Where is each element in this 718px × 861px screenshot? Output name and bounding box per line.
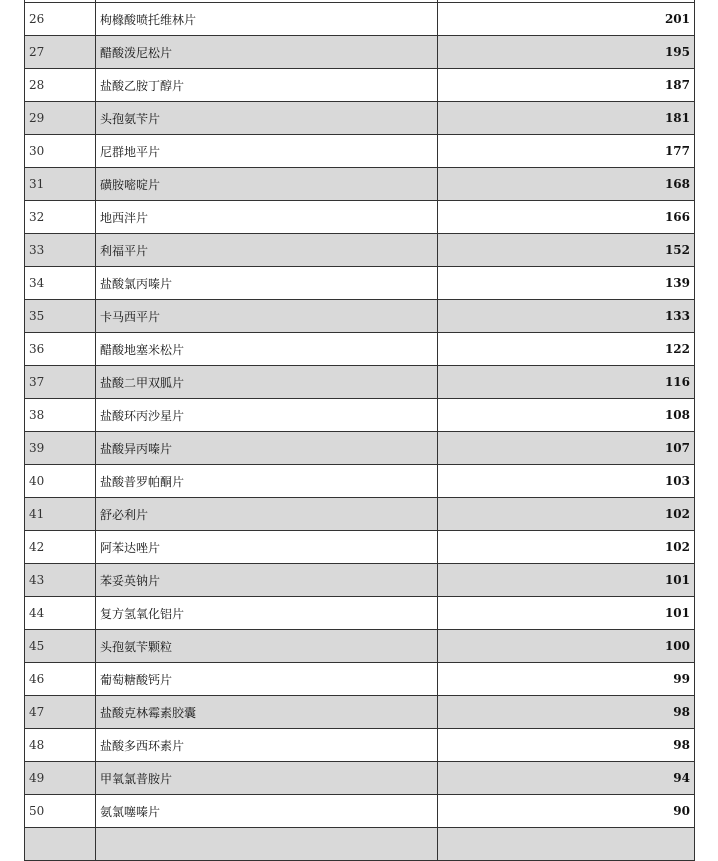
count-cell xyxy=(438,828,695,861)
table-row xyxy=(25,762,695,795)
table-body xyxy=(25,0,695,861)
drug-ranking-table-container xyxy=(24,0,694,861)
table-row xyxy=(25,333,695,366)
count-cell: 108 xyxy=(438,399,695,432)
drug-name-cell: 枸橼酸喷托维林片 xyxy=(96,3,438,36)
table-row xyxy=(25,300,695,333)
count-cell: 102 xyxy=(438,531,695,564)
rank-cell: 44 xyxy=(25,597,96,630)
table-row xyxy=(25,267,695,300)
drug-name-cell: 舒必利片 xyxy=(96,498,438,531)
table-row xyxy=(25,366,695,399)
table-row xyxy=(25,465,695,498)
table-row xyxy=(25,234,695,267)
rank-cell: 45 xyxy=(25,630,96,663)
count-cell: 152 xyxy=(438,234,695,267)
rank-cell: 50 xyxy=(25,795,96,828)
table-row-partial-bottom xyxy=(25,828,695,861)
rank-cell: 41 xyxy=(25,498,96,531)
count-cell: 133 xyxy=(438,300,695,333)
rank-cell: 39 xyxy=(25,432,96,465)
rank-cell: 30 xyxy=(25,135,96,168)
drug-name-cell: 头孢氨苄颗粒 xyxy=(96,630,438,663)
rank-cell: 42 xyxy=(25,531,96,564)
drug-name-cell: 磺胺嘧啶片 xyxy=(96,168,438,201)
table-row xyxy=(25,432,695,465)
count-cell: 187 xyxy=(438,69,695,102)
count-cell: 90 xyxy=(438,795,695,828)
drug-name-cell: 利福平片 xyxy=(96,234,438,267)
table-row xyxy=(25,597,695,630)
drug-name-cell: 醋酸地塞米松片 xyxy=(96,333,438,366)
drug-name-cell: 盐酸多西环素片 xyxy=(96,729,438,762)
table-row xyxy=(25,135,695,168)
rank-cell: 36 xyxy=(25,333,96,366)
rank-cell: 47 xyxy=(25,696,96,729)
count-cell: 177 xyxy=(438,135,695,168)
rank-cell: 43 xyxy=(25,564,96,597)
drug-name-cell: 地西泮片 xyxy=(96,201,438,234)
table-row xyxy=(25,36,695,69)
rank-cell: 28 xyxy=(25,69,96,102)
drug-name-cell: 盐酸异丙嗪片 xyxy=(96,432,438,465)
count-cell: 102 xyxy=(438,498,695,531)
count-cell: 195 xyxy=(438,36,695,69)
count-cell: 201 xyxy=(438,3,695,36)
drug-name-cell: 苯妥英钠片 xyxy=(96,564,438,597)
count-cell: 107 xyxy=(438,432,695,465)
count-cell: 101 xyxy=(438,564,695,597)
drug-name-cell: 氨氯噻嗪片 xyxy=(96,795,438,828)
count-cell: 181 xyxy=(438,102,695,135)
drug-name-cell: 阿苯达唑片 xyxy=(96,531,438,564)
rank-cell: 40 xyxy=(25,465,96,498)
table-row xyxy=(25,630,695,663)
table-row xyxy=(25,663,695,696)
table-row xyxy=(25,3,695,36)
table-row xyxy=(25,498,695,531)
table-row xyxy=(25,696,695,729)
count-cell: 116 xyxy=(438,366,695,399)
table-row xyxy=(25,729,695,762)
table-row xyxy=(25,168,695,201)
drug-name-cell: 头孢氨苄片 xyxy=(96,102,438,135)
drug-name-cell: 甲氧氯普胺片 xyxy=(96,762,438,795)
drug-name-cell: 盐酸克林霉素胶囊 xyxy=(96,696,438,729)
drug-name-cell: 卡马西平片 xyxy=(96,300,438,333)
drug-name-cell: 盐酸环丙沙星片 xyxy=(96,399,438,432)
count-cell: 99 xyxy=(438,663,695,696)
count-cell: 139 xyxy=(438,267,695,300)
table-row xyxy=(25,69,695,102)
rank-cell: 27 xyxy=(25,36,96,69)
table-row xyxy=(25,564,695,597)
count-cell: 98 xyxy=(438,696,695,729)
name-cell xyxy=(96,828,438,861)
rank-cell: 37 xyxy=(25,366,96,399)
rank-cell: 34 xyxy=(25,267,96,300)
count-cell: 100 xyxy=(438,630,695,663)
count-cell: 103 xyxy=(438,465,695,498)
count-cell: 168 xyxy=(438,168,695,201)
drug-name-cell: 盐酸乙胺丁醇片 xyxy=(96,69,438,102)
rank-cell: 48 xyxy=(25,729,96,762)
count-cell: 166 xyxy=(438,201,695,234)
rank-cell: 31 xyxy=(25,168,96,201)
count-cell: 94 xyxy=(438,762,695,795)
rank-cell: 29 xyxy=(25,102,96,135)
rank-cell: 38 xyxy=(25,399,96,432)
table-row xyxy=(25,531,695,564)
count-cell: 98 xyxy=(438,729,695,762)
drug-ranking-table xyxy=(24,0,695,861)
count-cell: 122 xyxy=(438,333,695,366)
drug-name-cell: 盐酸普罗帕酮片 xyxy=(96,465,438,498)
table-row xyxy=(25,795,695,828)
drug-name-cell: 葡萄糖酸钙片 xyxy=(96,663,438,696)
drug-name-cell: 盐酸氯丙嗪片 xyxy=(96,267,438,300)
drug-name-cell: 尼群地平片 xyxy=(96,135,438,168)
rank-cell: 35 xyxy=(25,300,96,333)
rank-cell: 26 xyxy=(25,3,96,36)
drug-name-cell: 盐酸二甲双胍片 xyxy=(96,366,438,399)
table-row xyxy=(25,399,695,432)
rank-cell xyxy=(25,828,96,861)
table-row xyxy=(25,201,695,234)
rank-cell: 49 xyxy=(25,762,96,795)
rank-cell: 32 xyxy=(25,201,96,234)
drug-name-cell: 醋酸泼尼松片 xyxy=(96,36,438,69)
rank-cell: 33 xyxy=(25,234,96,267)
rank-cell: 46 xyxy=(25,663,96,696)
count-cell: 101 xyxy=(438,597,695,630)
drug-name-cell: 复方氢氧化铝片 xyxy=(96,597,438,630)
table-row xyxy=(25,102,695,135)
